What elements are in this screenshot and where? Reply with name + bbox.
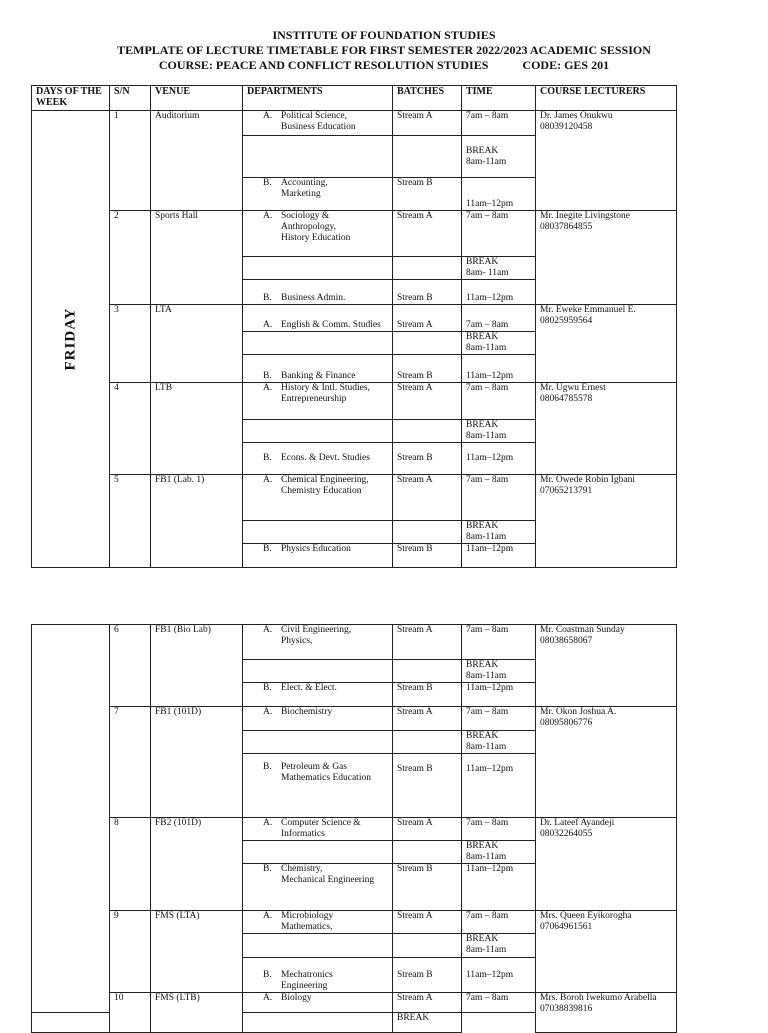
break-cell: BREAK 8am-11am xyxy=(462,332,536,355)
dept-letter: B. xyxy=(263,371,272,381)
dept-letter: A. xyxy=(263,320,273,330)
dept-letter: A. xyxy=(263,111,273,121)
batch-cell: Stream A xyxy=(393,625,462,660)
dept-letter: B. xyxy=(263,544,272,554)
time-cell xyxy=(462,754,536,818)
table-header-row xyxy=(32,86,677,111)
venue-cell: FB1 (Lab. 1) xyxy=(151,475,243,568)
col-batches: BATCHES xyxy=(393,86,462,111)
batch-cell: Stream A xyxy=(393,993,462,1013)
time-cell: 7am – 8am xyxy=(462,475,536,521)
dept-name: Microbiology Mathematics, xyxy=(281,911,334,932)
table-row xyxy=(32,625,677,660)
time-cell: 7am – 8am xyxy=(462,111,536,136)
table-row xyxy=(32,818,677,841)
dept-name: Sociology & Anthropology, History Education xyxy=(281,211,351,243)
dept-name: Petroleum & Gas Mathematics Education xyxy=(281,762,371,783)
batch-cell: Stream B xyxy=(393,864,462,911)
dept-letter: A. xyxy=(263,707,273,717)
venue-cell: FB1 (Bio Lab) xyxy=(151,625,243,707)
dept-cell xyxy=(243,211,393,257)
break-cell: BREAK 8am-11am xyxy=(462,660,536,683)
dept-letter: A. xyxy=(263,818,273,828)
sn-cell: 2 xyxy=(110,211,151,305)
dept-letter: A. xyxy=(263,383,273,393)
day-cell xyxy=(32,111,110,568)
day-cell-empty xyxy=(32,625,110,1013)
dept-name: Elect. & Elect. xyxy=(281,683,337,693)
time-cell: 7am – 8am xyxy=(462,993,536,1013)
col-lecturers: COURSE LECTURERS xyxy=(536,86,677,111)
dept-cell xyxy=(243,355,393,383)
batch-cell: Stream B xyxy=(393,544,462,568)
sn-cell: 3 xyxy=(110,305,151,383)
sn-cell: 9 xyxy=(110,911,151,993)
venue-cell: FB1 (101D) xyxy=(151,707,243,818)
lecturer-cell: Mr. Okon Joshua A. 08095806776 xyxy=(536,707,677,818)
dept-letter: A. xyxy=(263,475,273,485)
batch-cell xyxy=(393,754,462,818)
dept-name: Banking & Finance xyxy=(281,371,356,381)
venue-cell: Sports Hall xyxy=(151,211,243,305)
table-row xyxy=(32,383,677,420)
table-row xyxy=(32,707,677,731)
document-header xyxy=(0,28,768,73)
col-time: TIME xyxy=(462,86,536,111)
batch-text: Stream B xyxy=(397,764,433,774)
timetable-title: TEMPLATE OF LECTURE TIMETABLE FOR FIRST SEMESTER 2022/2023 ACADEMIC SESSION xyxy=(117,43,651,57)
dept-letter: A. xyxy=(263,911,273,921)
venue-cell: LTB xyxy=(151,383,243,475)
dept-cell xyxy=(243,475,393,521)
table-row xyxy=(32,305,677,332)
batch-cell: Stream A xyxy=(393,111,462,136)
venue-cell: Auditorium xyxy=(151,111,243,211)
table-row xyxy=(32,911,677,934)
dept-cell xyxy=(243,443,393,475)
dept-name: Biology xyxy=(281,993,312,1003)
sn-cell: 4 xyxy=(110,383,151,475)
col-sn: S/N xyxy=(110,86,151,111)
time-cell: 11am–12pm xyxy=(462,355,536,383)
batch-cell: Stream B xyxy=(393,683,462,707)
dept-cell xyxy=(243,754,393,818)
venue-cell: LTA xyxy=(151,305,243,383)
break-cell: BREAK 8am-11am xyxy=(462,521,536,544)
time-cell: 7am – 8am xyxy=(462,625,536,660)
dept-letter: A. xyxy=(263,211,273,221)
dept-letter: A. xyxy=(263,993,273,1003)
sn-cell: 10 xyxy=(110,993,151,1033)
dept-letter: B. xyxy=(263,293,272,303)
institute-title: INSTITUTE OF FOUNDATION STUDIES xyxy=(272,28,496,42)
dept-name: Accounting, Marketing xyxy=(281,178,328,199)
venue-cell: FMS (LTA) xyxy=(151,911,243,993)
batch-cell: Stream A xyxy=(393,383,462,420)
dept-cell xyxy=(243,305,393,332)
time-cell: 7am – 8am xyxy=(462,211,536,257)
lecturer-cell: Dr. Lateef Ayandeji 08032264055 xyxy=(536,818,677,911)
dept-letter: B. xyxy=(263,864,272,874)
batch-cell: Stream B xyxy=(393,355,462,383)
sn-cell: 8 xyxy=(110,818,151,911)
dept-cell xyxy=(243,993,393,1013)
dept-name: History & Intl. Studies, Entrepreneurship xyxy=(281,383,370,404)
batch-cell: Stream A xyxy=(393,818,462,841)
col-departments: DEPARTMENTS xyxy=(243,86,393,111)
dept-cell xyxy=(243,544,393,568)
time-cell: 7am – 8am xyxy=(462,305,536,332)
time-cell: 11am–12pm xyxy=(462,683,536,707)
batch-cell: Stream A xyxy=(393,475,462,521)
timetable-part-1 xyxy=(31,85,677,568)
dept-cell xyxy=(243,818,393,841)
dept-letter: B. xyxy=(263,762,272,772)
dept-name: Computer Science & Informatics xyxy=(281,818,361,839)
dept-cell xyxy=(243,280,393,305)
dept-name: Biochemistry xyxy=(281,707,333,717)
break-cell: BREAK xyxy=(393,1013,462,1033)
dept-cell xyxy=(243,864,393,911)
lecturer-cell: Mrs. Boroh Iwekumo Arabella 07038839816 xyxy=(536,993,677,1033)
break-cell: BREAK 8am- 11am xyxy=(462,257,536,280)
time-cell: 11am–12pm xyxy=(462,280,536,305)
dept-letter: B. xyxy=(263,453,272,463)
table-row xyxy=(32,111,677,136)
timetable-part-2 xyxy=(31,624,677,1033)
dept-cell xyxy=(243,707,393,731)
time-cell: 7am – 8am xyxy=(462,818,536,841)
sn-cell: 1 xyxy=(110,111,151,211)
break-cell: BREAK 8am-11am xyxy=(462,841,536,864)
table-row xyxy=(32,211,677,257)
dept-name: Civil Engineering, Physics, xyxy=(281,625,352,646)
time-cell: 11am–12pm xyxy=(462,958,536,993)
dept-letter: B. xyxy=(263,683,272,693)
sn-cell: 7 xyxy=(110,707,151,818)
course-name: COURSE: PEACE AND CONFLICT RESOLUTION STUDIES xyxy=(158,58,489,72)
table-row xyxy=(32,993,677,1013)
dept-cell xyxy=(243,958,393,993)
venue-cell: FMS (LTB) xyxy=(151,993,243,1033)
time-cell: 11am–12pm xyxy=(462,443,536,475)
time-cell: 7am – 8am xyxy=(462,911,536,934)
time-text: 11am–12pm xyxy=(466,764,514,774)
break-cell: BREAK 8am-11am xyxy=(462,934,536,958)
dept-cell xyxy=(243,625,393,660)
batch-cell: Stream B xyxy=(393,443,462,475)
dept-cell xyxy=(243,911,393,934)
dept-letter: B. xyxy=(263,970,272,980)
dept-letter: B. xyxy=(263,178,272,188)
dept-name: English & Comm. Studies xyxy=(281,320,381,330)
dept-name: Chemical Engineering, Chemistry Education xyxy=(281,475,369,496)
time-cell: 11am–12pm xyxy=(462,544,536,568)
lecturer-cell: Mrs. Queen Eyikorogha 07064961561 xyxy=(536,911,677,993)
venue-cell: FB2 (101D) xyxy=(151,818,243,911)
time-cell: 7am – 8am xyxy=(462,707,536,731)
lecturer-cell: Mr. Owede Robin Igbani 07065213791 xyxy=(536,475,677,568)
dept-cell xyxy=(243,178,393,211)
batch-cell: Stream B xyxy=(393,178,462,211)
batch-cell: Stream A xyxy=(393,305,462,332)
dept-name: Mechatronics Engineering xyxy=(281,970,333,991)
break-cell: BREAK 8am-11am xyxy=(462,136,536,178)
lecturer-cell: Mr. Coastman Sunday 08038658067 xyxy=(536,625,677,707)
dept-cell xyxy=(243,383,393,420)
dept-name: Business Admin. xyxy=(281,293,346,303)
lecturer-cell: Mr. Inegite Livingstone 08037864855 xyxy=(536,211,677,305)
col-venue: VENUE xyxy=(151,86,243,111)
dept-cell xyxy=(243,683,393,707)
course-code: CODE: GES 201 xyxy=(522,58,610,72)
batch-cell: Stream A xyxy=(393,211,462,257)
batch-cell: Stream B xyxy=(393,280,462,305)
time-cell: 11am–12pm xyxy=(462,864,536,911)
dept-name: Physics Education xyxy=(281,544,351,554)
dept-name: Political Science, Business Education xyxy=(281,111,356,132)
time-cell: 11am–12pm xyxy=(462,178,536,211)
batch-cell: Stream A xyxy=(393,911,462,934)
batch-cell: Stream B xyxy=(393,958,462,993)
break-cell: BREAK 8am-11am xyxy=(462,731,536,754)
dept-name: Chemistry, Mechanical Engineering xyxy=(281,864,375,885)
lecturer-cell: Mr. Ugwu Ernest 08064785578 xyxy=(536,383,677,475)
lecturer-cell: Dr. James Onukwu 08039120458 xyxy=(536,111,677,211)
lecturer-cell: Mr. Eweke Emmanuel E. 08025959564 xyxy=(536,305,677,383)
sn-cell: 5 xyxy=(110,475,151,568)
col-days: DAYS OF THE WEEK xyxy=(32,86,110,111)
day-label: FRIDAY xyxy=(62,307,78,371)
batch-cell: Stream A xyxy=(393,707,462,731)
table-row xyxy=(32,475,677,521)
time-cell: 7am – 8am xyxy=(462,383,536,420)
dept-name: Econs. & Devt. Studies xyxy=(281,453,370,463)
dept-cell xyxy=(243,111,393,136)
break-cell: BREAK 8am-11am xyxy=(462,420,536,443)
sn-cell: 6 xyxy=(110,625,151,707)
course-line xyxy=(0,58,768,73)
dept-letter: A. xyxy=(263,625,273,635)
